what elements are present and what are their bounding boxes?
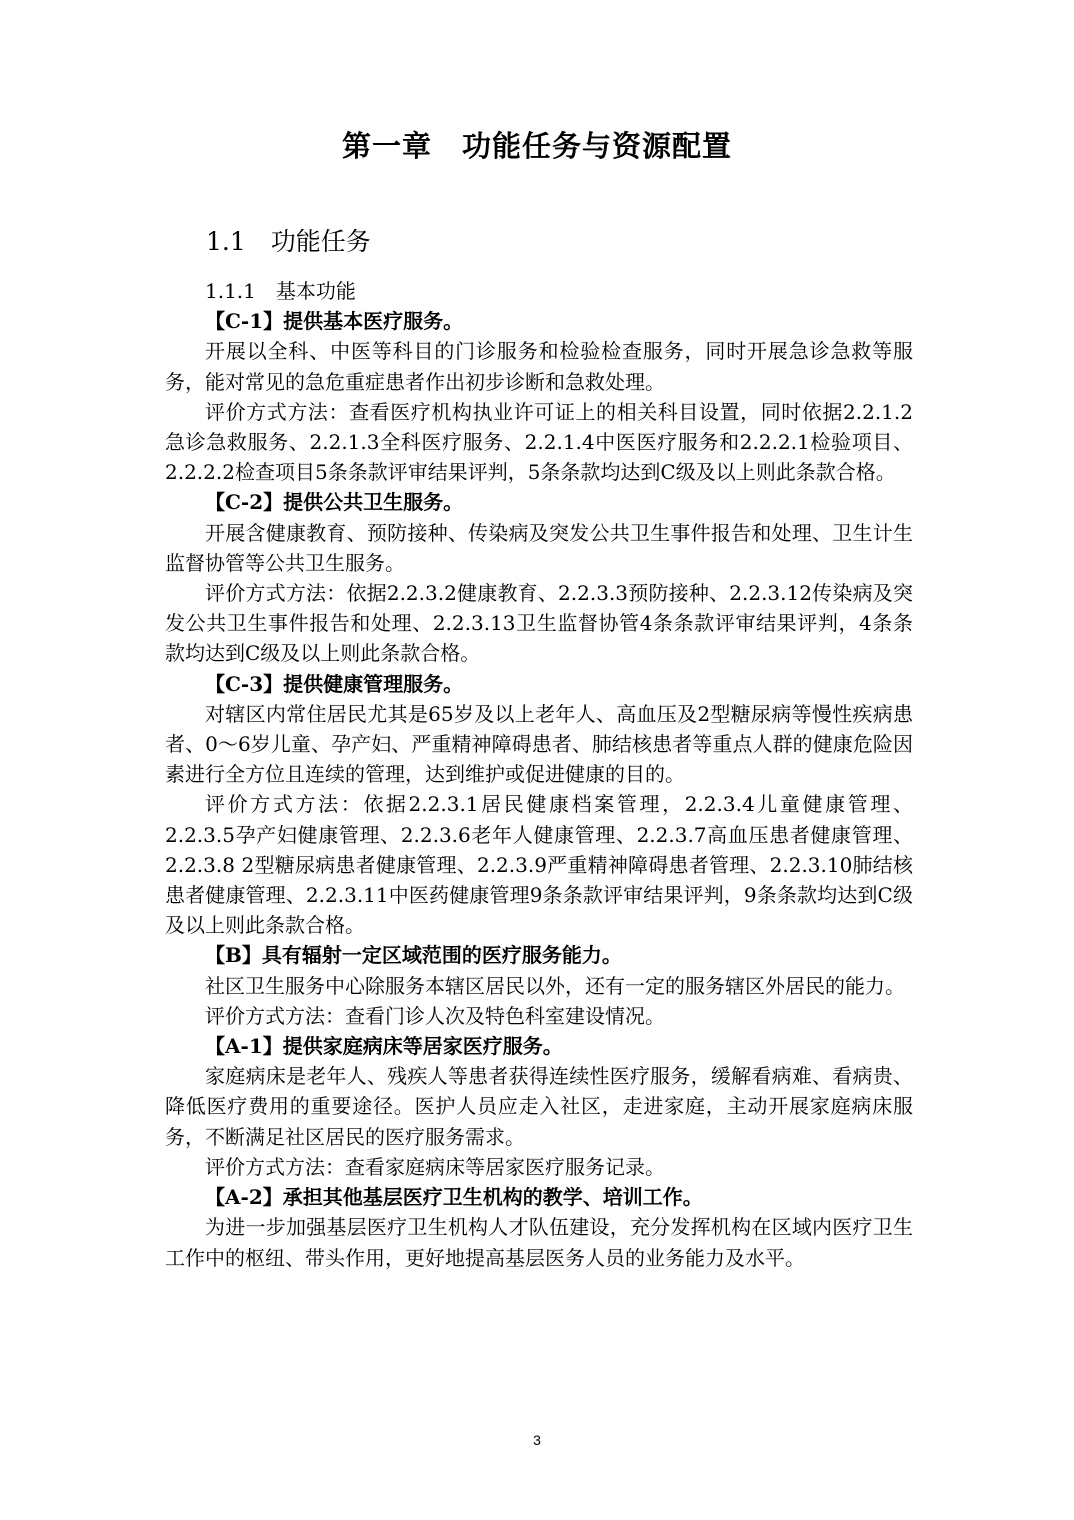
paragraph: 评价方式方法：依据2.2.3.1居民健康档案管理，2.2.3.4儿童健康管理、2.2.3.5孕产妇健康管理、2.2.3.6老年人健康管理、2.2.3.7高血压患者健康管理、2.2.3.8 2型糖尿病患者健康管理、2.2.3.9严重精神障碍患者管理、2.2.3.10肺结核患者健康管理、2.2.3.11中医药健康管理9条条款评审结果评判，9条条款均达到C级及以上则此条款合格。	[165, 792, 913, 938]
criterion-heading-c3: 【C-3】提供健康管理服务。	[205, 671, 464, 696]
body-content	[165, 276, 913, 1273]
chapter-title: 第一章 功能任务与资源配置	[341, 129, 732, 163]
criterion-heading-c1: 【C-1】提供基本医疗服务。	[205, 309, 464, 334]
subsection-title: 1.1.1 基本功能	[205, 279, 356, 303]
criterion-heading-b: 【B】具有辐射一定区域范围的医疗服务能力。	[205, 943, 622, 968]
criterion-heading-a2: 【A-2】承担其他基层医疗卫生机构的教学、培训工作。	[205, 1185, 703, 1210]
paragraph: 社区卫生服务中心除服务本辖区居民以外，还有一定的服务辖区外居民的能力。	[205, 973, 905, 998]
criterion-heading-a1: 【A-1】提供家庭病床等居家医疗服务。	[205, 1034, 563, 1059]
paragraph: 评价方式方法：查看家庭病床等居家医疗服务记录。	[205, 1154, 665, 1179]
paragraph: 开展以全科、中医等科目的门诊服务和检验检查服务，同时开展急诊急救等服务，能对常见的急危重症患者作出初步诊断和急救处理。	[165, 339, 913, 394]
paragraph: 评价方式方法：查看门诊人次及特色科室建设情况。	[205, 1003, 665, 1028]
criterion-heading-c2: 【C-2】提供公共卫生服务。	[205, 490, 464, 515]
paragraph: 评价方式方法：查看医疗机构执业许可证上的相关科目设置，同时依据2.2.1.2急诊急救服务、2.2.1.3全科医疗服务、2.2.1.4中医医疗服务和2.2.2.1检验项目、2.2.2.2检查项目5条条款评审结果评判，5条条款均达到C级及以上则此条款合格。	[165, 399, 913, 485]
section-title: 1.1 功能任务	[206, 227, 371, 256]
paragraph: 开展含健康教育、预防接种、传染病及突发公共卫生事件报告和处理、卫生计生监督协管等公共卫生服务。	[165, 520, 913, 575]
paragraph: 为进一步加强基层医疗卫生机构人才队伍建设，充分发挥机构在区域内医疗卫生工作中的枢纽、带头作用，更好地提高基层医务人员的业务能力及水平。	[165, 1215, 913, 1270]
paragraph: 家庭病床是老年人、残疾人等患者获得连续性医疗服务，缓解看病难、看病贵、降低医疗费用的重要途径。医护人员应走入社区，走进家庭，主动开展家庭病床服务，不断满足社区居民的医疗服务需求。	[165, 1064, 913, 1149]
paragraph: 对辖区内常住居民尤其是65岁及以上老年人、高血压及2型糖尿病等慢性疾病患者、0～6岁儿童、孕产妇、严重精神障碍患者、肺结核患者等重点人群的健康危险因素进行全方位且连续的管理，达到维护或促进健康的目的。	[165, 701, 913, 787]
page-number: 3	[533, 1432, 541, 1448]
paragraph: 评价方式方法：依据2.2.3.2健康教育、2.2.3.3预防接种、2.2.3.12传染病及突发公共卫生事件报告和处理、2.2.3.13卫生监督协管4条条款评审结果评判，4条条款均达到C级及以上则此条款合格。	[165, 581, 913, 666]
